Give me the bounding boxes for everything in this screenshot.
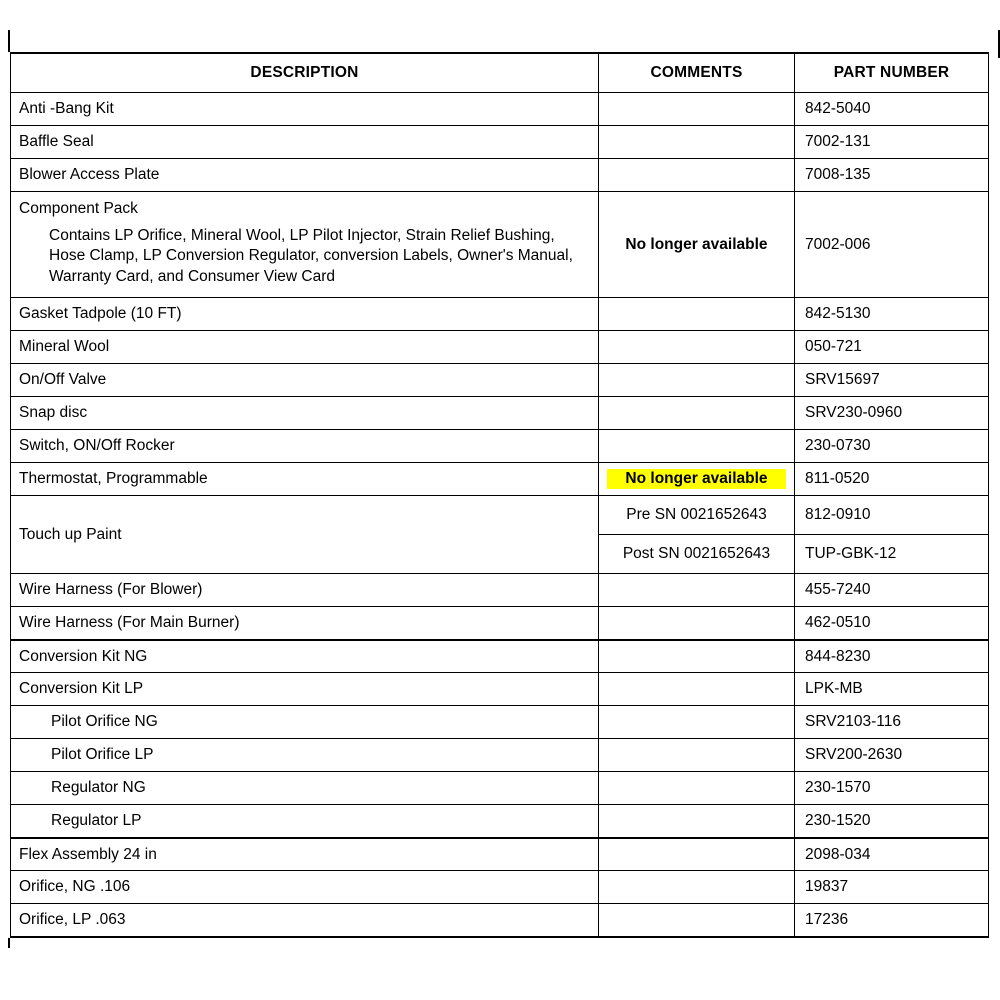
cell-description: Wire Harness (For Blower) [11,574,599,607]
cell-part-number: 2098-034 [795,838,989,871]
column-header-comments: COMMENTS [599,53,795,93]
table-header-row [11,53,989,93]
cell-comments [599,871,795,904]
column-header-description: DESCRIPTION [11,53,599,93]
cell-part-number: SRV230-0960 [795,397,989,430]
cell-part-number: 230-0730 [795,430,989,463]
table-row [11,93,989,126]
cell-comments: Post SN 0021652643 [599,535,795,574]
cell-description [11,192,599,298]
table-row [11,640,989,673]
cell-comments [599,673,795,706]
cell-part-number: 050-721 [795,331,989,364]
cell-comments [599,706,795,739]
cell-part-number: SRV200-2630 [795,739,989,772]
cell-part-number: SRV2103-116 [795,706,989,739]
cell-comments [599,904,795,937]
cell-part-number: 7002-006 [795,192,989,298]
table-row [11,805,989,838]
cell-part-number: 811-0520 [795,463,989,496]
table-row [11,126,989,159]
table-row [11,607,989,640]
cell-description: Regulator LP [11,805,599,838]
cell-comments: Pre SN 0021652643 [599,496,795,535]
cell-part-number: 842-5040 [795,93,989,126]
cell-description: Pilot Orifice NG [11,706,599,739]
page-border-mark-bottom [8,938,10,948]
cell-comments [599,126,795,159]
cell-comments [599,640,795,673]
cell-part-number: TUP-GBK-12 [795,535,989,574]
cell-description: Conversion Kit NG [11,640,599,673]
cell-part-number: 812-0910 [795,496,989,535]
table-row [11,871,989,904]
cell-comments: No longer available [599,192,795,298]
cell-description: Orifice, NG .106 [11,871,599,904]
status-badge-no-longer-available: No longer available [607,469,786,489]
table-row [11,298,989,331]
table-row [11,159,989,192]
cell-part-number: 842-5130 [795,298,989,331]
cell-part-number: 455-7240 [795,574,989,607]
cell-comments [599,838,795,871]
cell-description: Baffle Seal [11,126,599,159]
table-row [11,430,989,463]
table-header [11,53,989,93]
table-row [11,838,989,871]
table-row [11,463,989,496]
cell-description: Snap disc [11,397,599,430]
table-row [11,364,989,397]
table-row [11,706,989,739]
cell-description: Flex Assembly 24 in [11,838,599,871]
table-row [11,574,989,607]
table-row-component-pack [11,192,989,298]
cell-description: Thermostat, Programmable [11,463,599,496]
cell-part-number: 230-1570 [795,772,989,805]
table-row [11,496,989,535]
cell-comments [599,463,795,496]
cell-comments [599,772,795,805]
cell-comments [599,574,795,607]
cell-description: Anti -Bang Kit [11,93,599,126]
cell-comments [599,93,795,126]
cell-description: Touch up Paint [11,496,599,574]
cell-comments [599,331,795,364]
cell-part-number: 230-1520 [795,805,989,838]
cell-description: Wire Harness (For Main Burner) [11,607,599,640]
cell-description: Gasket Tadpole (10 FT) [11,298,599,331]
cell-description: Regulator NG [11,772,599,805]
cell-comments [599,430,795,463]
page-border-mark-left [8,30,10,52]
cell-part-number: SRV15697 [795,364,989,397]
component-pack-contents: Contains LP Orifice, Mineral Wool, LP Pilot Injector, Strain Relief Bushing, Hose Clamp, LP Conversion Regulator, conversion Labels, Owner's Manual, Warranty Card, and Consumer View Card [49,227,573,285]
cell-comments [599,159,795,192]
cell-description: Mineral Wool [11,331,599,364]
cell-part-number: 7008-135 [795,159,989,192]
table-row [11,772,989,805]
cell-description: On/Off Valve [11,364,599,397]
cell-part-number: 462-0510 [795,607,989,640]
table-row [11,331,989,364]
table-row [11,904,989,937]
cell-description: Pilot Orifice LP [11,739,599,772]
cell-comments [599,805,795,838]
table-body [11,93,989,937]
cell-comments [599,298,795,331]
cell-comments [599,397,795,430]
cell-comments [599,364,795,397]
component-pack-title: Component Pack [19,200,138,217]
cell-part-number: 7002-131 [795,126,989,159]
cell-part-number: LPK-MB [795,673,989,706]
cell-description: Conversion Kit LP [11,673,599,706]
cell-part-number: 17236 [795,904,989,937]
cell-description: Orifice, LP .063 [11,904,599,937]
column-header-part-number: PART NUMBER [795,53,989,93]
cell-description: Blower Access Plate [11,159,599,192]
table-row [11,673,989,706]
parts-table [10,52,989,938]
cell-comments [599,739,795,772]
cell-comments [599,607,795,640]
table-row [11,739,989,772]
table-row [11,397,989,430]
cell-part-number: 19837 [795,871,989,904]
cell-part-number: 844-8230 [795,640,989,673]
cell-description: Switch, ON/Off Rocker [11,430,599,463]
